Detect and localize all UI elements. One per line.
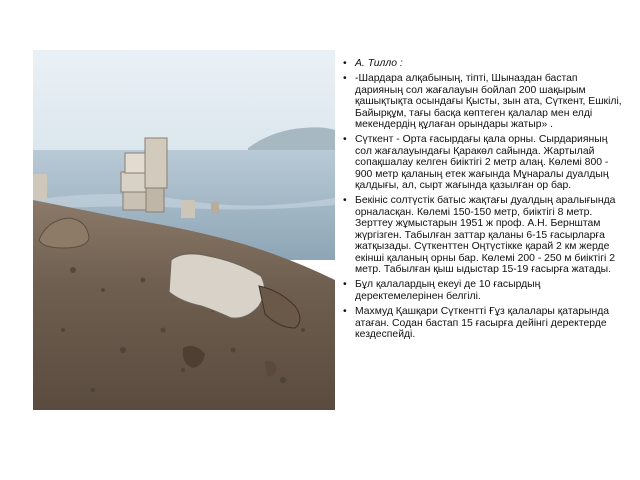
bullet-dot-icon: • [343, 58, 347, 69]
kashgari-paragraph: Махмуд Қашқари Сүткентті Ғұз қалалары қатарында атаған. Содан бастап 15 ғасырға дейінгі деректерде кездеспейді. [355, 306, 610, 340]
sutkent-paragraph: Сүткент - Орта ғасырдағы қала орны. Сырдарияның сол жағалауындағы Қаракөл сайында. Жартылай сопақшалау келген биіктігі 2 метр алаң. Көлемі 800 - 900 метр қаланың етек жағында Мұнаралы дуалдың қалдығы, ал, сырт жағында қазылған ор бар. [355, 134, 609, 192]
bullet-list [342, 58, 624, 340]
bullet-dot-icon: • [343, 195, 347, 207]
text-panel [342, 58, 624, 344]
bullet-dot-icon: • [343, 306, 347, 318]
ruins-photo [33, 50, 335, 410]
bullet-item [342, 306, 624, 340]
bullet-item [342, 279, 624, 302]
bullet-dot-icon: • [343, 73, 347, 85]
ruins-photo-image [33, 50, 335, 410]
bullet-item [342, 134, 624, 191]
bullet-item [342, 58, 624, 69]
bullet-dot-icon: • [343, 279, 347, 291]
quote-paragraph: -Шардара алқабының, тіпті, Шыназдан бастап дарияның сол жағалауын бойлап 200 шақырым қашықтықта осындағы Қысты, зын ата, Сүткент, Ешкілі, Байырқұм, тағы басқа көптеген қалалар мен елді мекендердің құлаған орындары жатыр» . [355, 73, 622, 131]
fortress-paragraph: Бекініс солтүстік батыс жақтағы дуалдың аралығында орналасқан. Көлемі 150-150 метр, биіктігі 8 метр. Зерттеу жұмыстарын 1951 ж проф. А.Н. Бернштам жүргізген. Табылған заттар қаланы 6-15 ғасырларға жатқызады. Сүткенттен Оңтүстікке қарай 2 км жерде екінші қаланың орны бар. Көлемі 200 - 250 м биіктігі 2 метр. Табылған қыш ыдыстар 15-19 ғасырға жатады. [355, 195, 616, 275]
bullet-item [342, 73, 624, 130]
bullet-dot-icon: • [343, 134, 347, 146]
bullet-item [342, 195, 624, 275]
sources-paragraph: Бұл қалалардың екеуі де 10 ғасырдың деректемелерінен белгілі. [355, 279, 541, 302]
author-line: А. Тилло : [355, 58, 403, 69]
